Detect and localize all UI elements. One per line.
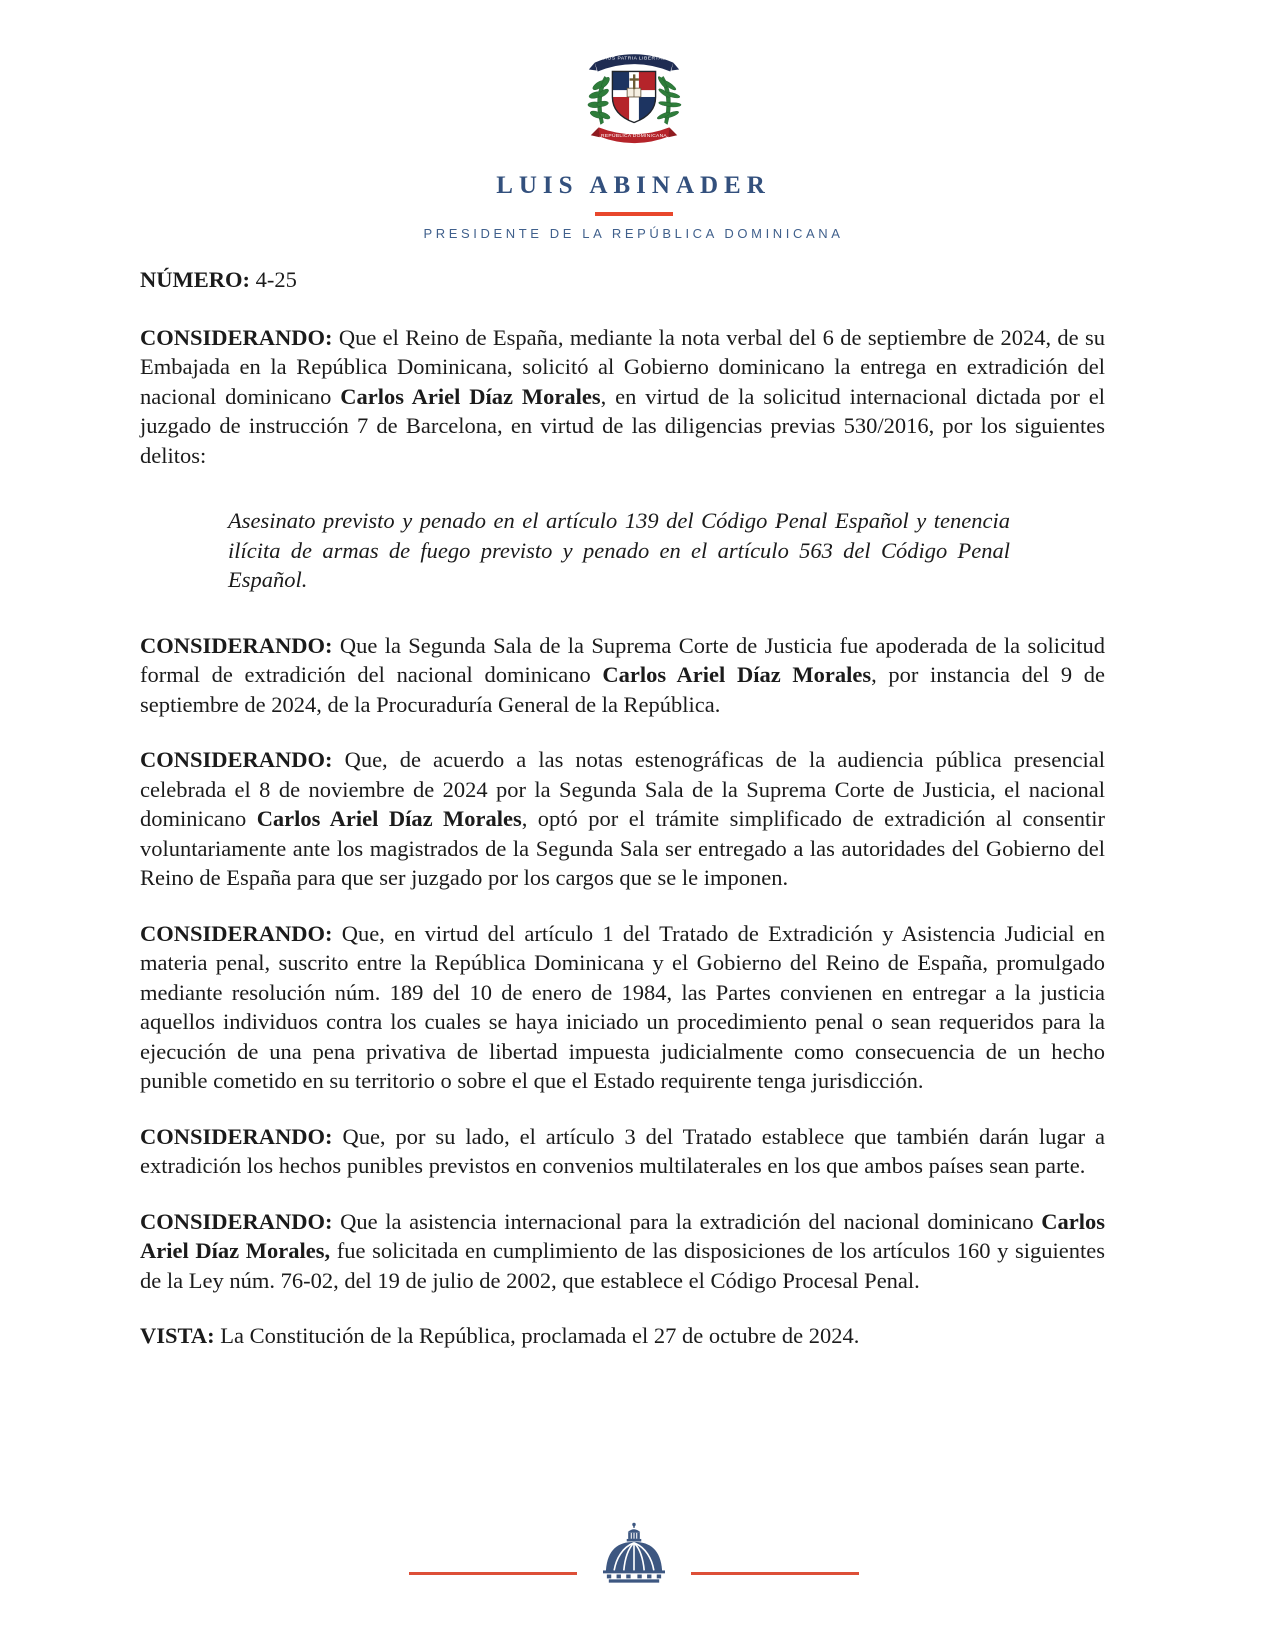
footer-line-right: [691, 1572, 859, 1575]
paragraph-considerando-2: CONSIDERANDO: Que la Segunda Sala de la Suprema Corte de Justicia fue apoderada de la solicitud formal de extradición del nacional dominicano Carlos Ariel Díaz Morales, por instancia del 9 de septiembre de 2024, de la Procuraduría General de la República.: [140, 632, 1105, 717]
paragraph-considerando-4: CONSIDERANDO: Que, en virtud del artículo 1 del Tratado de Extradición y Asistencia Judicial en materia penal, suscrito entre la República Dominicana y el Gobierno del Reino de España, promulgado mediante resolución núm. 189 del 10 de enero de 1984, las Partes convienen en entregar a la justicia aquellos individuos contra los cuales se haya iniciado un procedimiento penal o sean requeridos para la ejecución de una pena privativa de libertad impuesta judicialmente como consecuencia de un hecho punible cometido en su territorio o sobre el que el Estado requirente tenga jurisdicción.: [140, 920, 1105, 1093]
president-title: PRESIDENTE DE LA REPÚBLICA DOMINICANA: [423, 226, 844, 241]
red-divider: [595, 212, 673, 216]
coat-of-arms-icon: [575, 42, 693, 150]
paragraphs-container: [140, 323, 1105, 1351]
document-body: [0, 241, 1267, 1351]
letterhead: [0, 0, 1267, 241]
footer-line-left: [409, 1572, 577, 1575]
paragraph-considerando-5: CONSIDERANDO: Que, por su lado, el artículo 3 del Tratado establece que también darán lugar a extradición los hechos punibles previstos en convenios multilaterales en los que ambos países sean parte.: [140, 1123, 1105, 1178]
document-footer: [0, 1522, 1267, 1584]
document-number: [140, 265, 1105, 295]
paragraph-considerando-3: CONSIDERANDO: Que, de acuerdo a las notas estenográficas de la audiencia pública presencial celebrada el 8 de noviembre de 2024 por la Segunda Sala de la Suprema Corte de Justicia, el nacional dominicano Carlos Ariel Díaz Morales, optó por el trámite simplificado de extradición al consentir voluntariamente ante los magistrados de la Segunda Sala ser entregado a las autoridades del Gobierno del Reino de España para que ser juzgado por los cargos que se le imponen.: [140, 747, 1106, 890]
document-number-value: 4-25: [255, 267, 297, 292]
paragraph-quote-delitos: Asesinato previsto y penado en el artículo 139 del Código Penal Español y tenencia ilícita de armas de fuego previsto y penado en el artículo 563 del Código Penal Español.: [228, 508, 1010, 592]
paragraph-considerando-6: CONSIDERANDO: Que la asistencia internacional para la extradición del nacional dominicano Carlos Ariel Díaz Morales, fue solicitada en cumplimiento de las disposiciones de los artículos 160 y siguientes de la Ley núm. 76-02, del 19 de julio de 2002, que establece el Código Procesal Penal.: [140, 1208, 1105, 1293]
paragraph-considerando-1: CONSIDERANDO: Que el Reino de España, mediante la nota verbal del 6 de septiembre de 2024, de su Embajada en la República Dominicana, solicitó al Gobierno dominicano la entrega en extradición del nacional dominicano Carlos Ariel Díaz Morales, en virtud de la solicitud internacional dictada por el juzgado de instrucción 7 de Barcelona, en virtud de las diligencias previas 530/2016, por los siguientes delitos:: [140, 324, 1105, 468]
svg-text:DIOS PATRIA LIBERTAD: DIOS PATRIA LIBERTAD: [601, 56, 666, 62]
paragraph-vista: VISTA: La Constitución de la República, proclamada el 27 de octubre de 2024.: [140, 1323, 860, 1348]
president-name: LUIS ABINADER: [496, 172, 771, 199]
palace-dome-icon: [599, 1522, 669, 1584]
document-number-label: NÚMERO:: [140, 267, 250, 292]
svg-text:REPÚBLICA DOMINICANA: REPÚBLICA DOMINICANA: [600, 134, 667, 140]
